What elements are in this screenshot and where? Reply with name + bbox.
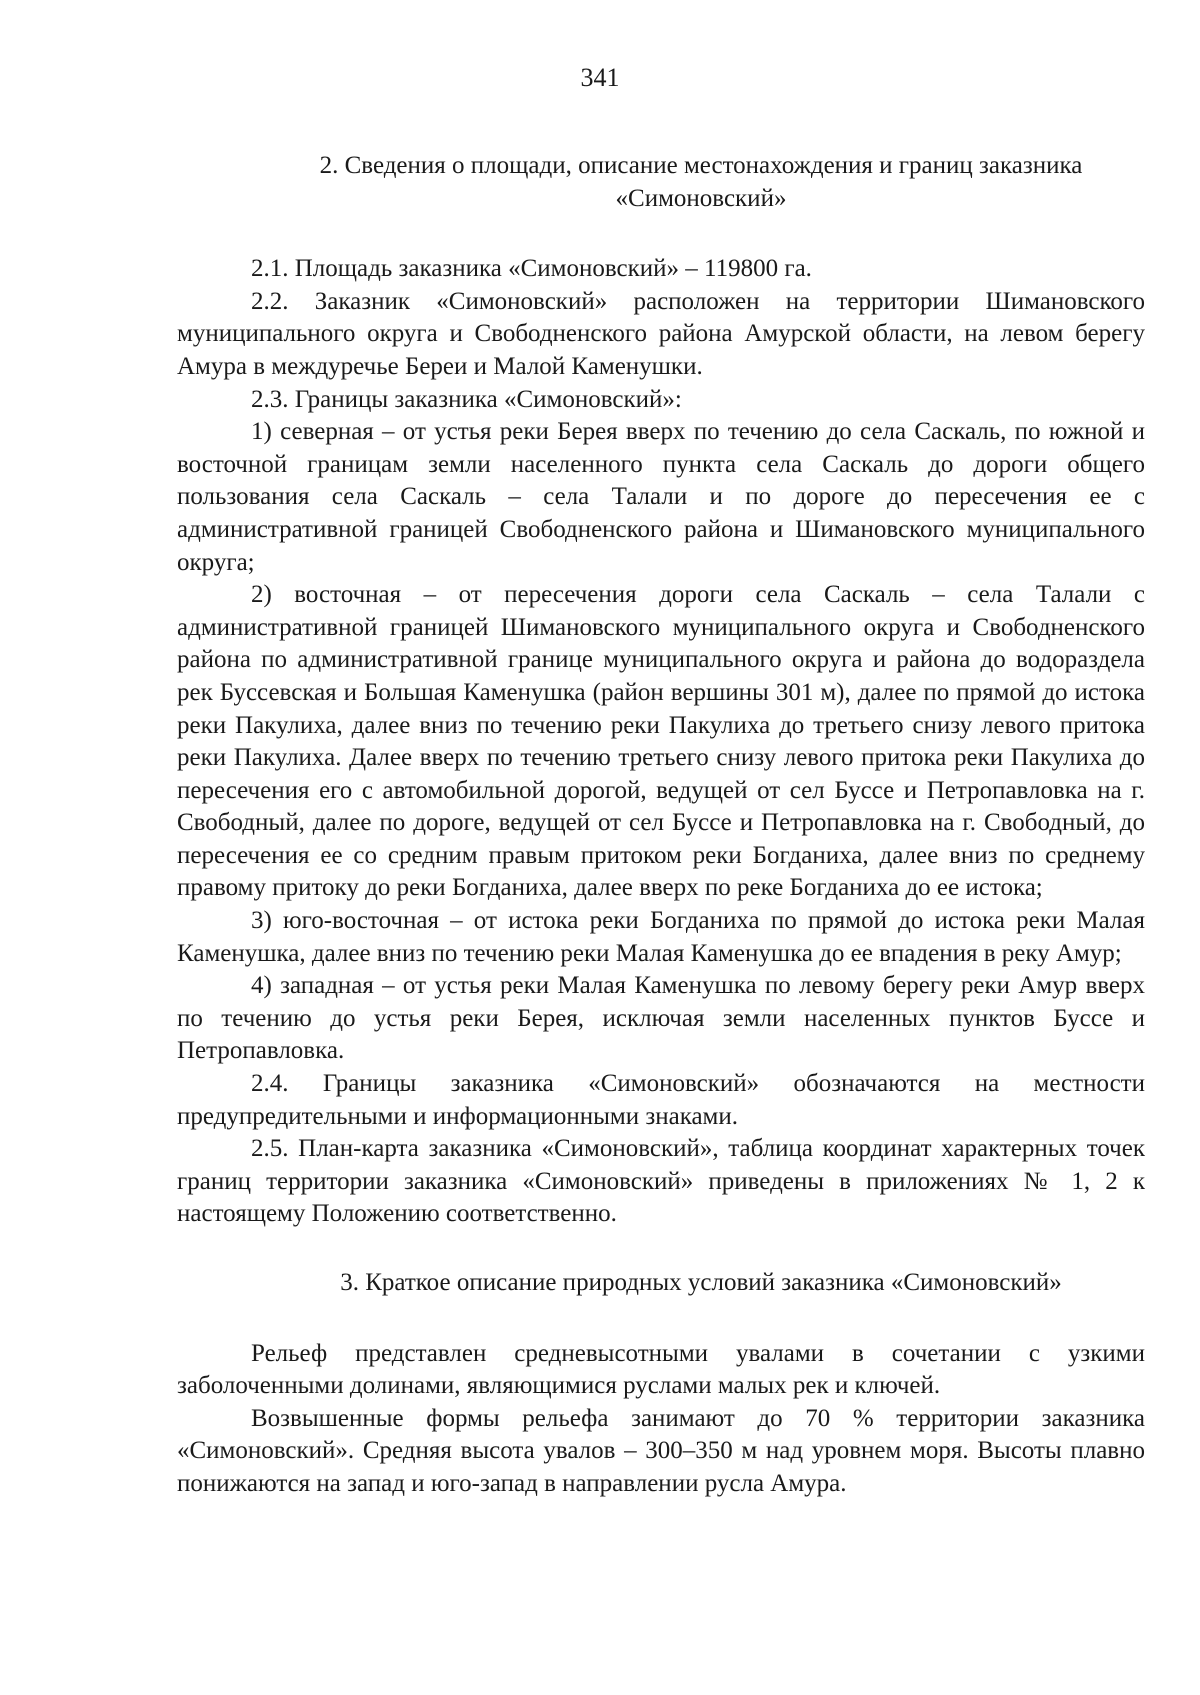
paragraph-2-3: 2.3. Границы заказника «Симоновский»: <box>251 385 682 413</box>
paragraph-2-2: 2.2. Заказник «Симоновский» расположен на территории Шимановского муниципального округа и Свободненского района Амурской области, на левом берегу Амура в междуречье Береи и Малой Каменушки. <box>177 287 1145 380</box>
section-3-heading: 3. Краткое описание природных условий заказника «Симоновский» <box>340 1269 1062 1296</box>
section-2-heading-line-1: 2. Сведения о площади, описание местонахождения и границ заказника <box>319 152 1083 179</box>
paragraph-relief: Рельеф представлен средневысотными увалами в сочетании с узкими заболоченными долинами, являющимися руслами малых рек и ключей. <box>177 1339 1145 1400</box>
section-2 <box>177 150 1145 1231</box>
paragraph-2-1: 2.1. Площадь заказника «Симоновский» – 119800 га. <box>251 255 812 283</box>
paragraph-2-5: 2.5. План-карта заказника «Симоновский», таблица координат характерных точек границ территории заказника «Симоновский» приведены в приложениях № 1, 2 к настоящему Положению соответственно. <box>177 1135 1145 1228</box>
paragraph-2-4: 2.4. Границы заказника «Симоновский» обозначаются на местности предупредительными и информационными знаками. <box>177 1070 1145 1130</box>
section-2-heading-line-2: «Симоновский» <box>615 184 787 212</box>
section-3 <box>177 1267 1145 1501</box>
page-number: 341 <box>580 63 620 92</box>
paragraph-boundary-north: 1) северная – от устья реки Берея вверх по течению до села Саскаль, по южной и восточной границам земли населенного пункта села Саскаль до дороги общего пользования села Саскаль – села Талали и по дороге до пересечения ее с административной границей Свободненского района и Шимановского муниципального округа; <box>177 418 1145 576</box>
spacer <box>177 215 1145 253</box>
paragraph-elevations: Возвышенные формы рельефа занимают до 70 % территории заказника «Симоновский». Средняя высота увалов – 300–350 м над уровнем моря. Высоты плавно понижаются на запад и юго-запад в направлении русла Амура. <box>177 1404 1145 1497</box>
paragraph-boundary-east: 2) восточная – от пересечения дороги села Саскаль – села Талали с административной границей Шимановского муниципального округа и Свободненского района по административной границе муниципального округа и района до водораздела рек Буссевская и Большая Каменушка (район вершины 301 м), далее по прямой до истока реки Пакулиха, далее вниз по течению реки Пакулиха до третьего снизу левого притока реки Пакулиха. Далее вверх по течению третьего снизу левого притока реки Пакулиха до пересечения его с автомобильной дорогой, ведущей от сел Буссе и Петропавловка на г. Свободный, далее по дороге, ведущей от сел Буссе и Петропавловка на г. Свободный, до пересечения ее со средним правым притоком реки Богданиха, далее вниз по среднему правому притоку до реки Богданиха, далее вверх по реке Богданиха до ее истока; <box>177 581 1145 902</box>
paragraph-boundary-west: 4) западная – от устья реки Малая Каменушка по левому берегу реки Амур вверх по течению до устья реки Берея, исключая земли населенных пунктов Буссе и Петропавловка. <box>177 972 1145 1065</box>
document-body <box>177 150 1145 1501</box>
paragraph-boundary-southeast: 3) юго-восточная – от истока реки Богданиха по прямой до истока реки Малая Каменушка, далее вниз по течению реки Малая Каменушка до ее впадения в реку Амур; <box>177 907 1145 967</box>
